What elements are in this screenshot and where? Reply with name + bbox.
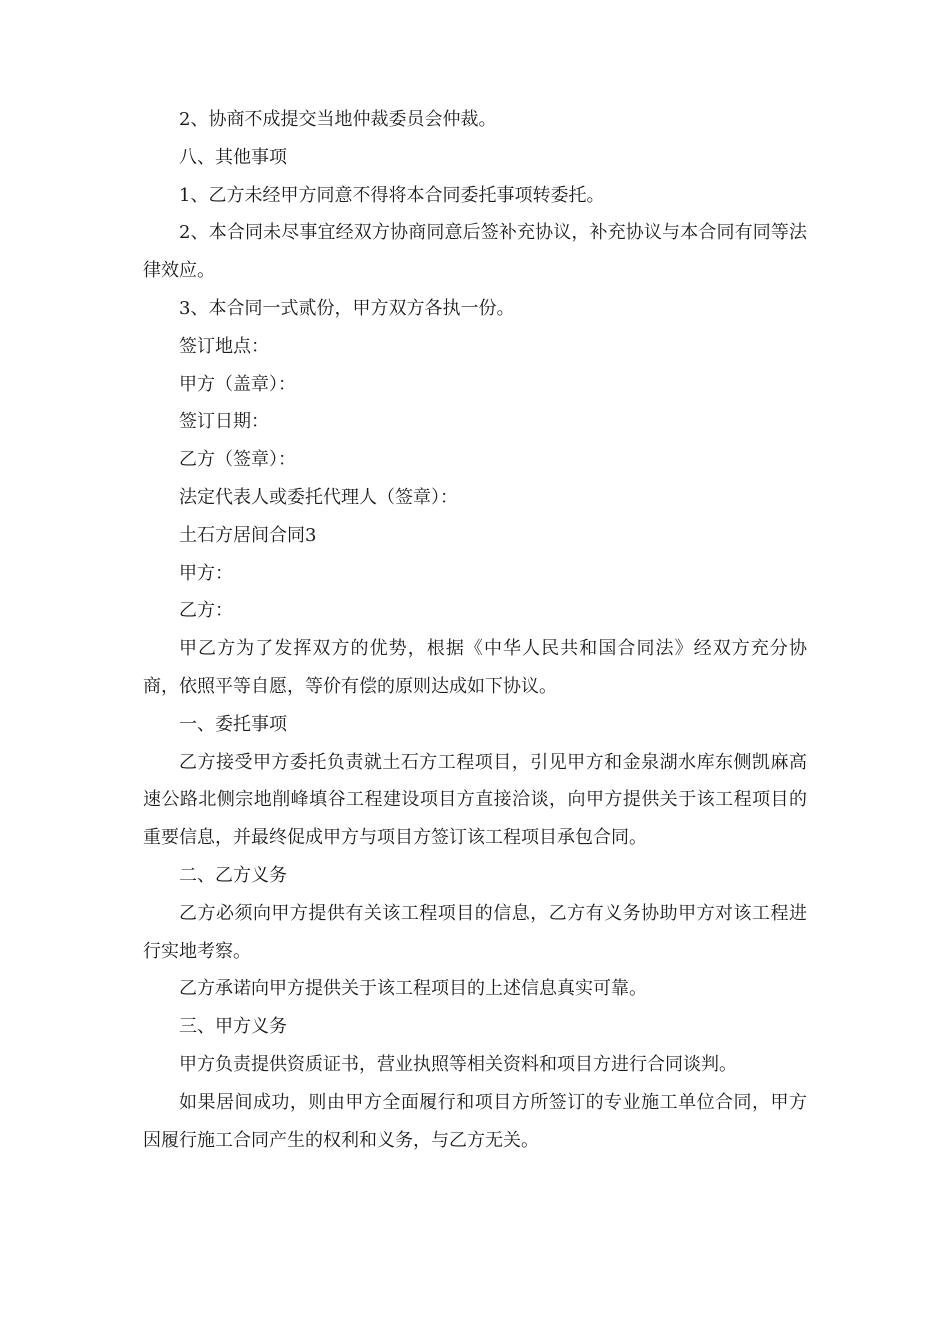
section-heading-party-a-obligations: 三、甲方义务 <box>179 1016 287 1038</box>
paragraph-commission-details: 乙方接受甲方委托负责就土石方工程项目，引见甲方和金泉湖水库东侧凯麻高速公路北侧宗地削峰填谷工程建设项目方直接洽谈，向甲方提供关于该工程项目的重要信息，并最终促成甲方与项目方签订该工程项目承包合同。 <box>143 751 807 849</box>
paragraph-arbitration: 2、协商不成提交当地仲裁委员会仲裁。 <box>179 109 497 130</box>
section-heading-commission: 一、委托事项 <box>179 713 287 735</box>
party-b-label: 乙方： <box>179 600 233 622</box>
signing-date-label: 签订日期： <box>179 411 269 433</box>
paragraph-preamble: 甲乙方为了发挥双方的优势，根据《中华人民共和国合同法》经双方充分协商，依照平等自愿，等价有偿的原则达成如下协议。 <box>143 638 807 697</box>
paragraph-party-a-documents: 甲方负责提供资质证书，营业执照等相关资料和项目方进行合同谈判。 <box>179 1053 737 1075</box>
party-b-seal-label: 乙方（签章）： <box>179 449 296 471</box>
party-a-label: 甲方： <box>179 562 233 584</box>
paragraph-party-a-performance: 如果居间成功，则由甲方全面履行和项目方所签订的专业施工单位合同，甲方因履行施工合同产生的权利和义务，与乙方无关。 <box>143 1091 807 1151</box>
document-body <box>143 101 807 1159</box>
paragraph-party-b-info: 乙方必须向甲方提供有关该工程项目的信息，乙方有义务协助甲方对该工程进行实地考察。 <box>143 902 807 962</box>
paragraph-no-subcommission: 1、乙方未经甲方同意不得将本合同委托事项转委托。 <box>179 184 605 206</box>
paragraph-party-b-promise: 乙方承诺向甲方提供关于该工程项目的上述信息真实可靠。 <box>179 978 647 1000</box>
party-a-seal-label: 甲方（盖章）： <box>179 373 296 395</box>
paragraph-copies: 3、本合同一式贰份，甲方双方各执一份。 <box>179 297 515 319</box>
section-heading-party-b-obligations: 二、乙方义务 <box>179 864 287 886</box>
contract-title: 土石方居间合同3 <box>179 524 317 546</box>
legal-representative-label: 法定代表人或委托代理人（签章）： <box>179 486 458 508</box>
section-heading-other-matters: 八、其他事项 <box>179 146 287 168</box>
signing-place-label: 签订地点： <box>179 335 269 357</box>
paragraph-supplementary-agreement: 2、本合同未尽事宜经双方协商同意后签补充协议，补充协议与本合同有同等法律效应。 <box>143 222 807 282</box>
